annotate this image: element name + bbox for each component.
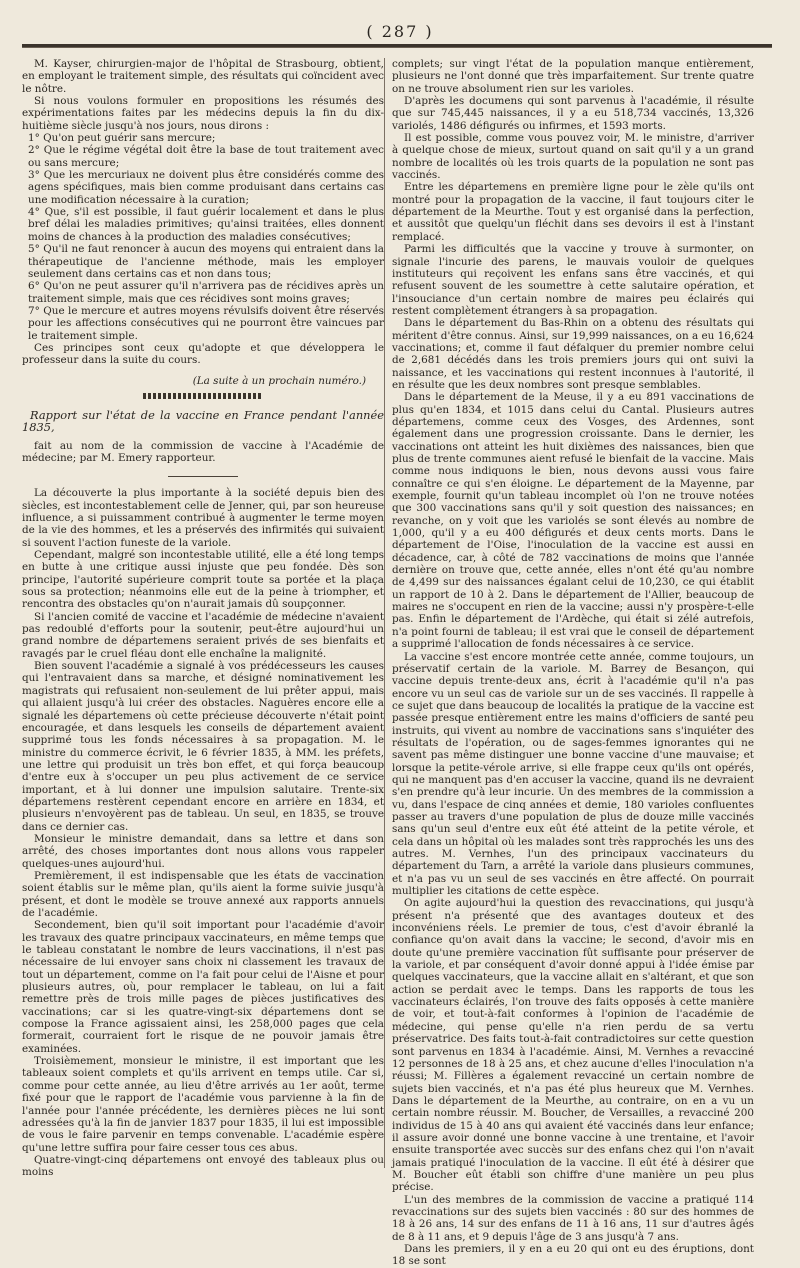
paragraph: Si l'ancien comité de vaccine et l'académie de médecine n'avaient pas redoublé d'efforts pour la soutenir, peut-être aujourd'hui un grand nombre de départemens seraient privés de ses bienfaits et ravagés par le cruel fléau dont elle enchaîne la malignité. xyxy=(22,610,384,660)
list-item: 4° Que, s'il est possible, il faut guérir localement et dans le plus bref délai les maladies primitives; qu'ainsi traitées, elles donnent moins de chances à la production des maladies consécutives; xyxy=(28,206,384,243)
paragraph: complets; sur vingt l'état de la population manque entièrement, plusieurs ne l'ont donné que très imparfaitement. Sur trente quatre on ne trouve absolument rien sur les varioles. xyxy=(392,58,754,95)
paragraph: Bien souvent l'académie a signalé à vos prédécesseurs les causes qui l'entravaient dans sa marche, et désigné nominativement les magistrats qui refusaient non-seulement de lui prêter appui, mais qui allaient jusqu'à lui créer des obstacles. Naguères encore elle a signalé les départemens où cette précieuse découverte n'était point encouragée, et dans lesquels les conseils de département avaient supprimé tous les fonds nécessaires à sa propagation. M. le ministre du commerce écrivit, le 6 février 1835, à MM. les préfets, une lettre qui produisit un très bon effet, et qui força beaucoup d'entre eux à s'occuper un peu plus activement de ce service important, et à lui donner une impulsion salutaire. Trente-six départemens restèrent cependant encore en arrière en 1834, et plusieurs n'envoyèrent pas de tableau. Un seul, en 1835, se trouve dans ce dernier cas. xyxy=(22,660,384,833)
article-subtitle: fait au nom de la commission de vaccine à l'Académie de médecine; par M. Emery rapporteur. xyxy=(22,439,384,464)
paragraph: La vaccine s'est encore montrée cette année, comme toujours, un préservatif certain de la variole. M. Barrey de Besançon, qui vaccine depuis trente-deux ans, écrit à l'académie qu'il n'a pas encore vu un seul cas de variole sur un de ses vaccinés. Il rappelle à ce sujet que dans beaucoup de localités la pratique de la vaccine est passée presque entièrement entre les mains d'officiers de santé peu instruits, qui vivent au nombre de vaccinations sans s'inquiéter des résultats de l'opération, ou de sages-femmes ignorantes qui ne savent pas même distinguer une bonne vaccine d'une mauvaise; et lorsque la petite-vérole arrive, si elle frappe ceux qu'ils ont opérés, qui ne manquent pas d'en accuser la vaccine, quand ils ne devraient s'en prendre qu'à leur incurie. Un des membres de la commission a vu, dans l'espace de cinq années et demie, 180 varioles confluentes passer au travers d'une population de plus de douze mille vaccinés sans qu'un seul d'entre eux eût été atteint de la petite vérole, et cela dans un hôpital où les malades sont très rapprochés les uns des autres. M. Vernhes, l'un des principaux vaccinateurs du département du Tarn, a arrêté la variole dans plusieurs communes, et n'a pas vu un seul de ses vaccinés en être affecté. On pourrait multiplier les citations de cette espèce. xyxy=(392,650,754,898)
list-item: 6° Qu'on ne peut assurer qu'il n'arrivera pas de récidives après un traitement simple, mais que ces récidives sont moins graves; xyxy=(28,280,384,305)
paragraph: Cependant, malgré son incontestable utilité, elle a été long temps en butte à une critique aussi injuste que peu fondée. Dès son principe, l'autorité supérieure comprit toute sa portée et la plaça sous sa protection; néanmoins elle eut de la peine à triompher, et rencontra des obstacles qu'on n'aurait jamais dû soupçonner. xyxy=(22,549,384,611)
paragraph: M. Kayser, chirurgien-major de l'hôpital de Strasbourg, obtient, en employant le traitement simple, des résultats qui coïncident avec le nôtre. xyxy=(22,58,384,95)
continuation-note: (La suite à un prochain numéro.) xyxy=(192,374,366,387)
ornament-divider xyxy=(143,393,263,399)
paragraph: Monsieur le ministre demandait, dans sa lettre et dans son arrêté, des choses importantes dont nous allons vous rappeler quelques-unes aujourd'hui. xyxy=(22,832,384,870)
paragraph: D'après les documens qui sont parvenus à l'académie, il résulte que sur 745,445 naissances, il y a eu 518,734 vaccinés, 13,326 variolés, 1486 défigurés ou infirmes, et 1593 morts. xyxy=(392,95,754,132)
article-title: Rapport sur l'état de la vaccine en France pendant l'année 1835, xyxy=(22,407,384,435)
list-item: 3° Que les mercuriaux ne doivent plus être considérés comme des agens spécifiques, mais bien comme produisant dans certains cas une modification nécessaire à la curation; xyxy=(28,169,384,206)
paragraph: Entre les départemens en première ligne pour le zèle qu'ils ont montré pour la propagation de la vaccine, il faut toujours citer le département de la Meurthe. Tout y est organisé dans la perfection, et aussitôt que quelqu'un fléchit dans ses devoirs il est à l'instant remplacé. xyxy=(392,181,754,243)
paragraph: Secondement, bien qu'il soit important pour l'académie d'avoir les travaux des quatre principaux vaccinateurs, en même temps que le tableau constatant le nombre de leurs vaccinations, il n'est pas nécessaire de lui envoyer sans choix ni classement les travaux de tout un département, comme on l'a fait pour celui de l'Aisne et pour plusieurs autres, où, pour remplacer le tableau, on lui a fait remettre près de trois mille pages de pièces justificatives des vaccinations; car si les quatre-vingt-six départemens dont se compose la France agissaient ainsi, les 258,000 pages que cela formerait, courraient fort le risque de ne pouvoir jamais être examinées. xyxy=(22,919,384,1055)
paragraph: Dans les premiers, il y en a eu 20 qui ont eu des éruptions, dont 18 se sont xyxy=(392,1243,754,1268)
column-divider xyxy=(384,58,385,1168)
paragraph: Ces principes sont ceux qu'adopte et que développera le professeur dans la suite du cours. xyxy=(22,341,384,367)
paragraph: On agite aujourd'hui la question des revaccinations, qui jusqu'à présent n'a présenté que des avantages douteux et des inconvéniens réels. Le premier de tous, c'est d'avoir ébranlé la confiance qu'on avait dans la vaccine; le second, d'avoir mis en doute qu'une première vaccination fût suffisante pour préserver de la variole, et par conséquent d'avoir donné appui à l'idée émise par quelques vaccinateurs, que la vaccine allait en s'altérant, et que son action se perdait avec le temps. Dans les rapports de tous les vaccinateurs éclairés, l'on trouve des faits opposés à cette manière de voir, et tout-à-fait conformes à l'opinion de l'académie de médecine, qui pense qu'elle n'a rien perdu de sa vertu préservatrice. Des faits tout-à-fait contradictoires sur cette question sont parvenus en 1834 à l'académie. Ainsi, M. Vernhes a revacciné 12 personnes de 18 à 25 ans, et chez aucune d'elles l'inoculation n'a réussi; M. Fillères a également revacciné un certain nombre de sujets bien vaccinés, et n'a pas été plus heureux que M. Vernhes. Dans le département de la Meurthe, au contraire, on en a vu un certain nombre réussir. M. Boucher, de Versailles, a revacciné 200 individus de 15 à 40 ans qui avaient été vaccinés dans leur enfance; il assure avoir donné une bonne vaccine à une trentaine, et l'avoir ensuite transportée avec succès sur des enfans chez qui l'on n'avait jamais pratiqué l'inoculation de la vaccine. Il eût été à désirer que M. Boucher eût établi son chiffre d'une manière un peu plus précise. xyxy=(392,897,754,1194)
list-item: 7° Que le mercure et autres moyens révulsifs doivent être réservés pour les affections consécutives qui ne pourront être vaincues par le traitement simple. xyxy=(28,304,384,342)
right-column xyxy=(392,58,754,1268)
list-item: 1° Qu'on peut guérir sans mercure; xyxy=(28,132,216,145)
paragraph: Si nous voulons formuler en propositions les résumés des expérimentations faites par les médecins depuis la fin du dix-huitième siècle jusqu'à nos jours, nous dirons : xyxy=(22,95,384,132)
paragraph: La découverte la plus importante à la société depuis bien des siècles, est incontestablement celle de Jenner, qui, par son heureuse influence, a si puissamment contribué à augmenter le terme moyen de la vie des hommes, et les a préservés des infirmités qui suivaient si souvent l'action funeste de la variole. xyxy=(22,487,384,549)
paragraph: L'un des membres de la commission de vaccine a pratiqué 114 revaccinations sur des sujets bien vaccinés : 80 sur des hommes de 18 à 26 ans, 14 sur des enfans de 11 à 16 ans, 11 sur d'autres âgés de 8 à 11 ans, et 9 depuis l'âge de 3 ans jusqu'à 7 ans. xyxy=(392,1193,754,1243)
list-item: 2° Que le régime végétal doit être la base de tout traitement avec ou sans mercure; xyxy=(28,144,384,169)
paragraph: Dans le département de la Meuse, il y a eu 891 vaccinations de plus qu'en 1834, et 1015 dans celui du Cantal. Plusieurs autres départemens, comme ceux des Vosges, des Ardennes, sont également dans une progression croissante. Dans le dernier, les vaccinations ont atteint les huit dixièmes des naissances, bien que plus de trente communes aient refusé le bienfait de la vaccine. Mais comme nous indiquons le bien, nous devons aussi vous faire connaître ce qui s'en éloigne. Le département de la Mayenne, par exemple, fournit qu'un tableau incomplet où l'on ne trouve notées que 300 vaccinations sans qu'il y soit question des naissances; en revanche, on y voit que les variolés se sont élevés au nombre de 1,000, qu'il y a eu 400 défigurés et deux cents morts. Dans le département de l'Oise, l'inoculation de la vaccine est aussi en décadence, car, à côté de 782 vaccinations de moins que l'année dernière on trouve que, cette année, elles n'ont été qu'au nombre de 4,499 sur des naissances égalant celui de 10,230, ce qui établit un rapport de 10 à 2. Dans le département de l'Allier, beaucoup de maires ne s'occupent en rien de la vaccine; aussi n'y prospère-t-elle pas. Enfin le département de l'Ardèche, qui était si zélé autrefois, n'a point fourni de tableau; il est vrai que le conseil de département a supprimé l'allocation de fonds nécessaires à ce service. xyxy=(392,391,754,651)
list-item: 5° Qu'il ne faut renoncer à aucun des moyens qui entraient dans la thérapeutique de l'ancienne méthode, mais les employer seulement dans certains cas et non dans tous; xyxy=(28,243,384,280)
paragraph: Troisièmement, monsieur le ministre, il est important que les tableaux soient complets et qu'ils arrivent en temps utile. Car si, comme pour cette année, au lieu d'être arrivés au 1er août, terme fixé pour que le rapport de l'académie vous parvienne à la fin de l'année pour l'année précédente, les dernières pièces ne lui sont adressées qu'à la fin de janvier 1837 pour 1835, il lui est impossible de vous le faire parvenir en temps convenable. L'académie espère qu'une lettre suffira pour faire cesser tous ces abus. xyxy=(22,1055,384,1154)
header-rule xyxy=(22,44,772,48)
paragraph: Quatre-vingt-cinq départemens ont envoyé des tableaux plus ou moins xyxy=(22,1153,384,1179)
paragraph: Dans le département du Bas-Rhin on a obtenu des résultats qui méritent d'être connus. Ainsi, sur 19,999 naissances, on a eu 16,624 vaccinations; et, comme il faut défalquer du premier nombre celui de 2,681 décédés dans les trois premiers jours qui ont suivi la naissance, et les vaccinations qui restent inconnues à l'autorité, il en résulte que les deux nombres sont presque semblables. xyxy=(392,317,754,391)
paragraph: Parmi les difficultés que la vaccine y trouve à surmonter, on signale l'incurie des parens, le mauvais vouloir de quelques instituteurs qui reçoivent les enfans sans être vaccinés, et qui refusent souvent de les soumettre à cette salutaire opération, et l'insouciance d'un certain nombre de maires peu éclairés qui restent complètement étrangers à sa propagation. xyxy=(392,243,754,317)
paragraph: Premièrement, il est indispensable que les états de vaccination soient établis sur le même plan, qu'ils aient la forme suivie jusqu'à présent, et dont le modèle se trouve annexé aux rapports annuels de l'académie. xyxy=(22,869,384,919)
short-divider xyxy=(168,476,238,477)
page-number: ( 287 ) xyxy=(366,22,434,41)
left-column xyxy=(22,58,384,1179)
paragraph: Il est possible, comme vous pouvez voir, M. le ministre, d'arriver à quelque chose de mieux, surtout quand on sait qu'il y a un grand nombre de localités où les trois quarts de la population ne sont pas vaccinés. xyxy=(392,132,754,182)
